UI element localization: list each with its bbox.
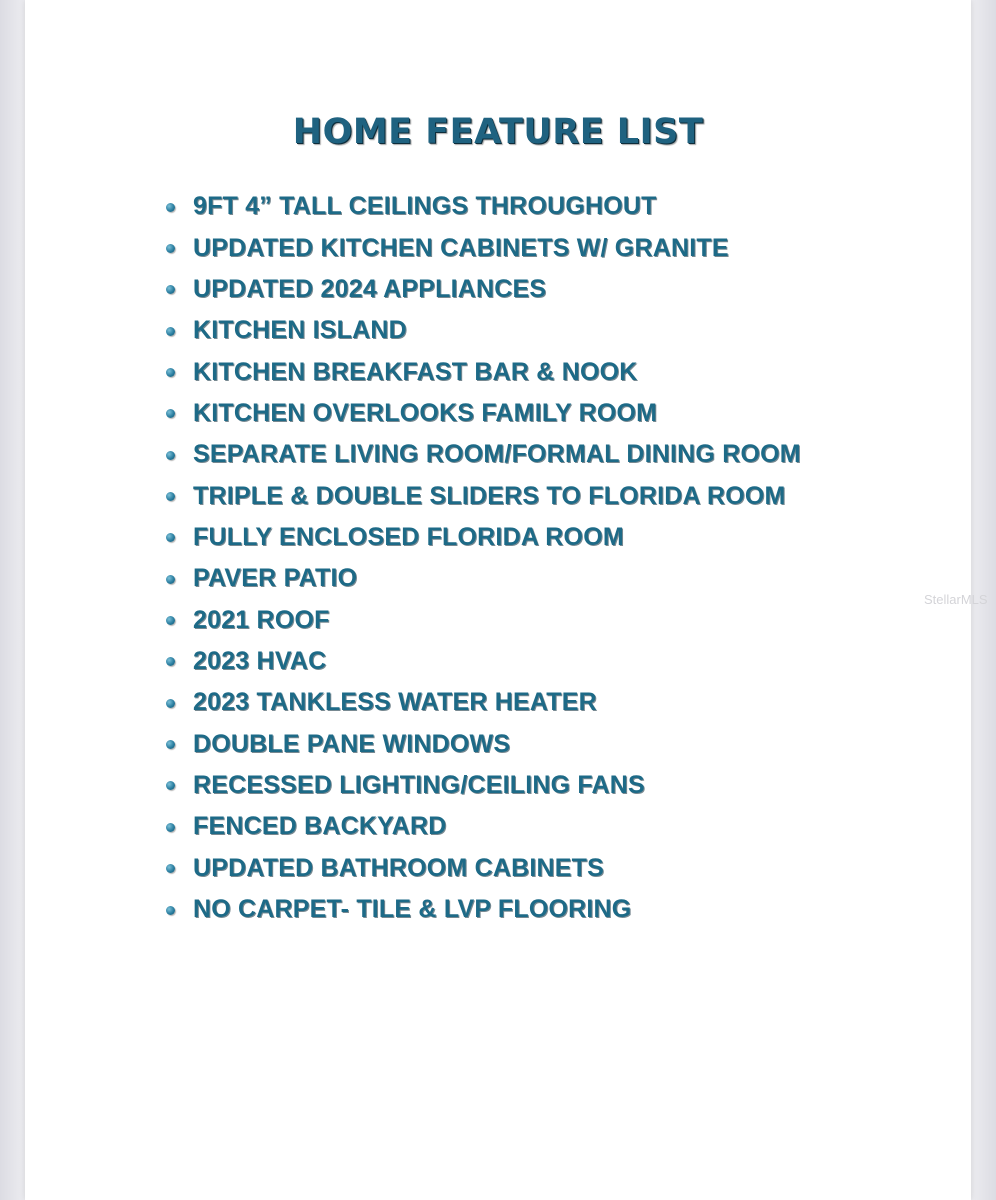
list-item — [165, 889, 885, 930]
feature-text: KITCHEN ISLAND — [193, 316, 407, 345]
bullet-icon — [166, 575, 175, 584]
list-item — [165, 393, 885, 434]
feature-text: PAVER PATIO — [193, 564, 358, 593]
list-item — [165, 723, 885, 764]
list-item — [165, 186, 885, 227]
feature-text: KITCHEN OVERLOOKS FAMILY ROOM — [193, 398, 658, 427]
bullet-icon — [166, 823, 175, 832]
watermark-text: StellarMLS — [924, 592, 988, 607]
feature-text: TRIPLE & DOUBLE SLIDERS TO FLORIDA ROOM — [193, 481, 786, 510]
feature-text: RECESSED LIGHTING/CEILING FANS — [193, 770, 645, 799]
bullet-icon — [166, 699, 175, 708]
bullet-icon — [166, 492, 175, 501]
bullet-icon — [166, 781, 175, 790]
page-title: HOME FEATURE LIST — [292, 112, 704, 152]
list-item — [165, 806, 885, 847]
bullet-icon — [166, 740, 175, 749]
list-item — [165, 599, 885, 640]
list-item — [165, 351, 885, 392]
feature-text: 2023 HVAC — [193, 646, 327, 675]
bullet-icon — [166, 203, 175, 212]
feature-text: 2023 TANKLESS WATER HEATER — [193, 688, 597, 717]
list-item — [165, 682, 885, 723]
feature-text: FULLY ENCLOSED FLORIDA ROOM — [193, 522, 624, 551]
list-item — [165, 269, 885, 310]
list-item — [165, 558, 885, 599]
bullet-icon — [166, 906, 175, 915]
list-item — [165, 475, 885, 516]
bullet-icon — [166, 244, 175, 253]
list-item — [165, 434, 885, 475]
list-item — [165, 517, 885, 558]
feature-text: KITCHEN BREAKFAST BAR & NOOK — [193, 357, 638, 386]
feature-list — [165, 186, 885, 930]
bullet-icon — [166, 409, 175, 418]
feature-text: NO CARPET- TILE & LVP FLOORING — [193, 895, 632, 924]
bullet-icon — [166, 864, 175, 873]
feature-text: UPDATED BATHROOM CABINETS — [193, 853, 605, 882]
feature-text: UPDATED 2024 APPLIANCES — [193, 274, 547, 303]
feature-text: FENCED BACKYARD — [193, 812, 447, 841]
document-page — [25, 0, 971, 1200]
bullet-icon — [166, 327, 175, 336]
list-item — [165, 848, 885, 889]
list-item — [165, 227, 885, 268]
bullet-icon — [166, 285, 175, 294]
bullet-icon — [166, 657, 175, 666]
feature-text: 9FT 4” TALL CEILINGS THROUGHOUT — [193, 192, 657, 221]
feature-text: UPDATED KITCHEN CABINETS W/ GRANITE — [193, 233, 729, 262]
feature-text: 2021 ROOF — [193, 605, 330, 634]
bullet-icon — [166, 368, 175, 377]
list-item — [165, 641, 885, 682]
bullet-icon — [166, 451, 175, 460]
list-item — [165, 310, 885, 351]
feature-text: DOUBLE PANE WINDOWS — [193, 729, 511, 758]
feature-text: SEPARATE LIVING ROOM/FORMAL DINING ROOM — [193, 440, 801, 469]
list-item — [165, 765, 885, 806]
bullet-icon — [166, 616, 175, 625]
bullet-icon — [166, 533, 175, 542]
